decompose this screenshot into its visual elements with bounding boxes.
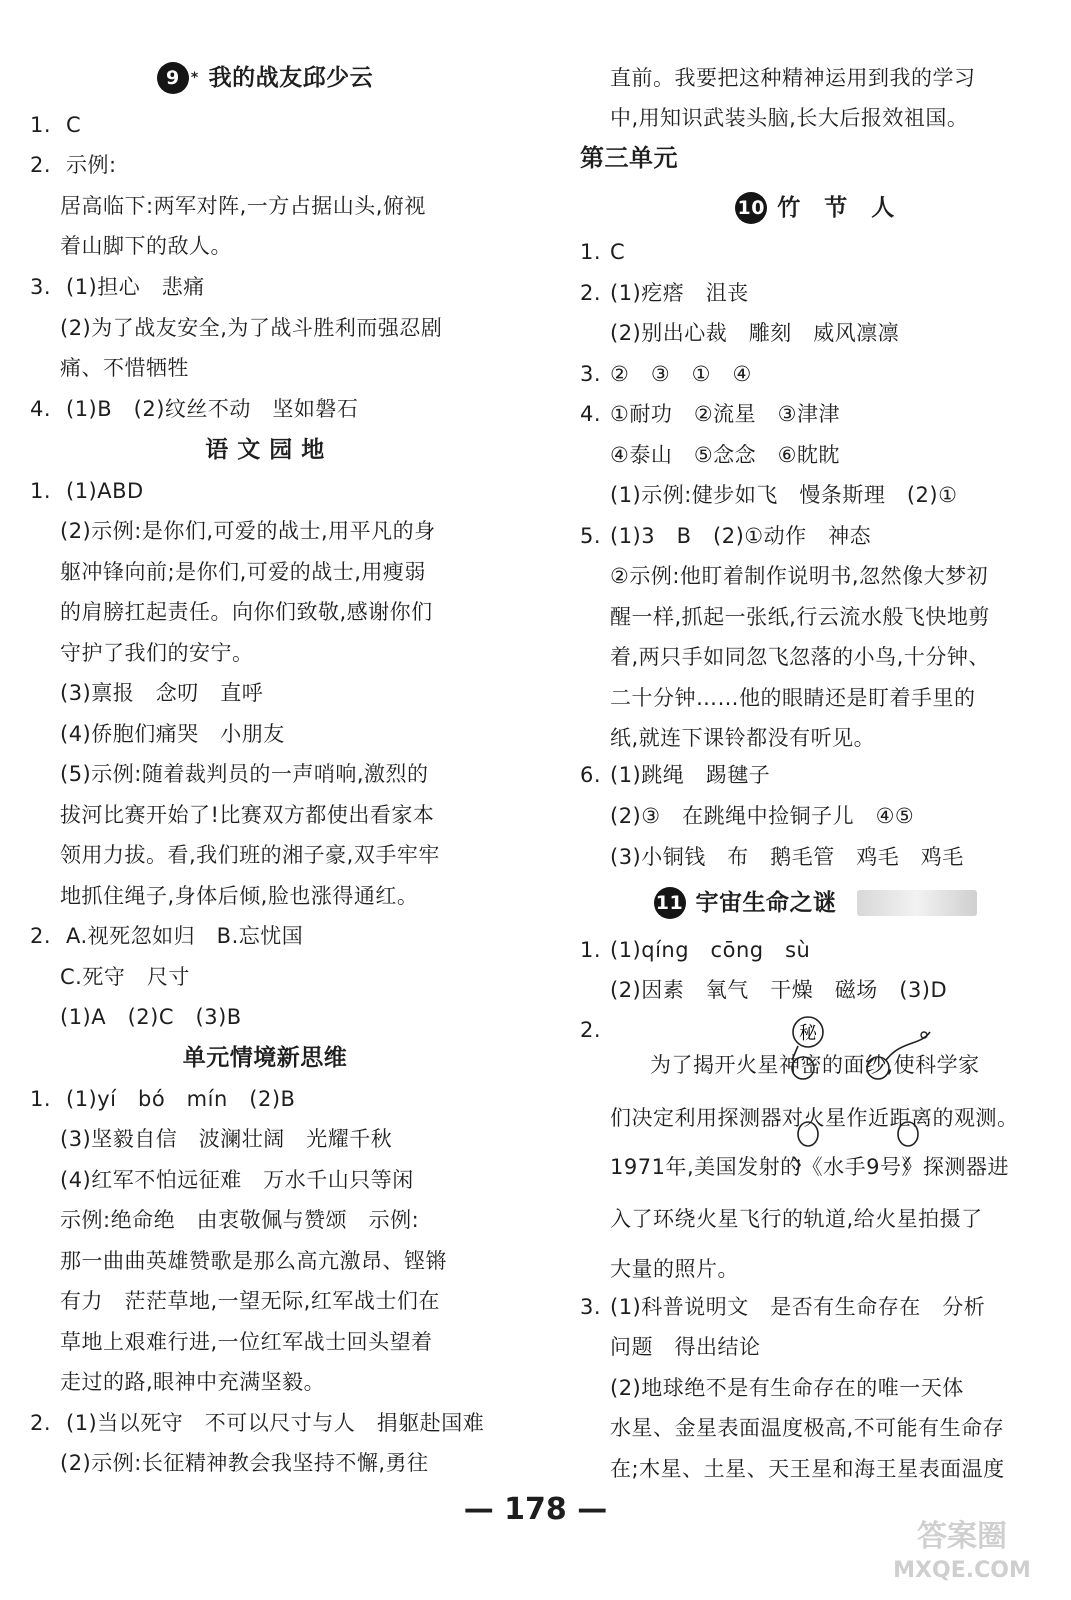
- question-item: 6. (1)跳绳 踢毽子: [580, 763, 771, 787]
- correction-passage-line: 们决定利用探测器对火星作近距离的观测。: [610, 1106, 1019, 1130]
- lesson-9-title: [30, 62, 500, 94]
- answer-line: 居高临下:两军对阵,一方占据山头,俯视: [60, 194, 426, 218]
- answer-line: (2)示例:是你们,可爱的战士,用平凡的身: [60, 519, 436, 543]
- answer-line: (2)为了战友安全,为了战斗胜利而强忍剧: [60, 316, 443, 340]
- question-item: 2. (1)当以死守 不可以尺寸与人 捐躯赴国难: [30, 1411, 485, 1435]
- question-item: 1. (1)qíng cōng sù: [580, 938, 811, 962]
- question-item: 3. ② ③ ① ④: [580, 362, 752, 386]
- answer-line: (4)侨胞们痛哭 小朋友: [60, 722, 285, 746]
- question-item: 2. 示例:: [30, 153, 117, 177]
- page-number: — 178 —: [463, 1492, 608, 1527]
- answer-line: ②示例:他盯着制作说明书,忽然像大梦初: [610, 564, 989, 588]
- answer-line: 水星、金星表面温度极高,不可能有生命存: [610, 1416, 1005, 1440]
- question-item: 1. (1)yí bó mín (2)B: [30, 1087, 296, 1111]
- answer-line: 中,用知识武装头脑,长大后报效祖国。: [610, 106, 969, 130]
- answer-line: 直前。我要把这种精神运用到我的学习: [610, 66, 976, 90]
- answer-line: 有力 茫茫草地,一望无际,红军战士们在: [60, 1289, 440, 1313]
- answer-line: 的肩膀扛起责任。向你们致敬,感谢你们: [60, 600, 433, 624]
- question-item: 1. (1)ABD: [30, 479, 144, 503]
- answer-line: 走过的路,眼神中充满坚毅。: [60, 1370, 326, 1394]
- question-item: 3. (1)科普说明文 是否有生命存在 分析: [580, 1295, 986, 1319]
- question-item: 2. (1)疙瘩 沮丧: [580, 281, 749, 305]
- answer-line: 领用力拔。看,我们班的湘子豪,双手牢牢: [60, 843, 440, 867]
- answer-line: (2)示例:长征精神教会我坚持不懈,勇往: [60, 1451, 429, 1475]
- answer-line: 痛、不惜牺牲: [60, 356, 189, 380]
- delete-loop-mark: [921, 1032, 927, 1038]
- lesson-title: 宇宙生命之谜: [695, 890, 837, 916]
- answer-line: 拔河比赛开始了!比赛双方都使出看家本: [60, 803, 435, 827]
- lesson-10-title: [580, 192, 1050, 224]
- answer-line: (4)红军不怕远征难 万水千山只等闲: [60, 1168, 414, 1192]
- decorative-chip: [857, 890, 977, 916]
- section-title-unit-thinking: 单元情境新思维: [182, 1045, 348, 1071]
- correction-passage-line: 大量的照片。: [610, 1257, 739, 1281]
- question-item: 2. A.视死忽如归 B.忘忧国: [30, 924, 304, 948]
- answer-line: (5)示例:随着裁判员的一声哨响,激烈的: [60, 762, 429, 786]
- answer-line: 草地上艰难行进,一位红军战士回头望着: [60, 1330, 433, 1354]
- answer-line: (3)小铜钱 布 鹅毛管 鸡毛 鸡毛: [610, 845, 964, 869]
- answer-line: 醒一样,抓起一张纸,行云流水般飞快地剪: [610, 605, 990, 629]
- lesson-title: 竹 节 人: [777, 195, 895, 221]
- correction-passage-line: 入了环绕火星飞行的轨道,给火星拍摄了: [610, 1207, 983, 1231]
- answer-line: 着,两只手如同忽飞忽落的小鸟,十分钟、: [610, 645, 990, 669]
- answer-line: (1)A (2)C (3)B: [60, 1005, 242, 1029]
- proofreading-marks: [640, 1010, 940, 1170]
- answer-line: 纸,就连下课铃都没有听见。: [610, 726, 876, 750]
- question-item: 5. (1)3 B (2)①动作 神态: [580, 524, 872, 548]
- watermark-logo: 答案圈 MXQE.COM: [893, 1519, 1031, 1583]
- question-item: 1. C: [30, 113, 82, 137]
- lesson-11-title: [580, 887, 1050, 919]
- answer-line: (1)示例:健步如飞 慢条斯理 (2)①: [610, 483, 958, 507]
- question-item: 4. ①耐功 ②流星 ③津津: [580, 402, 840, 426]
- answer-line: 躯冲锋向前;是你们,可爱的战士,用瘦弱: [60, 560, 426, 584]
- optional-lesson-star: *: [190, 70, 199, 86]
- answer-line: 着山脚下的敌人。: [60, 234, 232, 258]
- answer-line: 示例:绝命绝 由衷敬佩与赞颂 示例:: [60, 1208, 420, 1232]
- question-item: 3. (1)担心 悲痛: [30, 275, 205, 299]
- answer-line: (2)因素 氧气 干燥 磁场 (3)D: [610, 978, 948, 1002]
- answer-line: 二十分钟……他的眼睛还是盯着手里的: [610, 686, 976, 710]
- unit-heading: 第三单元: [580, 144, 678, 172]
- answer-line: (2)③ 在跳绳中捡铜子儿 ④⑤: [610, 804, 915, 828]
- answer-line: 地抓住绳子,身体后倾,脸也涨得通红。: [60, 884, 419, 908]
- answer-line: 守护了我们的安宁。: [60, 641, 254, 665]
- answer-line: (2)地球绝不是有生命存在的唯一天体: [610, 1376, 964, 1400]
- question-item: 1. C: [580, 240, 626, 264]
- correction-passage-line: 为了揭开火星神密的面纱,使科学家: [650, 1053, 980, 1077]
- answer-line: 那一曲曲英雄赞歌是那么高亢激昂、铿锵: [60, 1249, 447, 1273]
- answer-line: 问题 得出结论: [610, 1335, 761, 1359]
- insert-circle-mark: [793, 1017, 823, 1047]
- inserted-char: 秘: [799, 1023, 817, 1044]
- lesson-number-badge: 9: [157, 62, 189, 94]
- question-item: 4. (1)B (2)纹丝不动 坚如磐石: [30, 397, 359, 421]
- lesson-title: 我的战友邱少云: [208, 65, 374, 91]
- lesson-number-badge: 11: [654, 887, 686, 919]
- correction-passage-line: 1971年,美国发射的《水手9号》探测器进: [610, 1155, 1009, 1179]
- answer-line: 在;木星、土星、天王星和海王星表面温度: [610, 1457, 1005, 1481]
- answer-line: (3)坚毅自信 波澜壮阔 光耀千秋: [60, 1127, 393, 1151]
- answer-line: ④泰山 ⑤念念 ⑥眈眈: [610, 443, 840, 467]
- answer-line: C.死守 尺寸: [60, 965, 190, 989]
- section-title-yuwen-yuandi: 语 文 园 地: [205, 437, 325, 463]
- lesson-number-badge: 10: [735, 192, 767, 224]
- answer-line: (2)别出心裁 雕刻 威风凛凛: [610, 321, 900, 345]
- answer-line: (3)禀报 念叨 直呼: [60, 681, 264, 705]
- question-item: 2.: [580, 1018, 602, 1042]
